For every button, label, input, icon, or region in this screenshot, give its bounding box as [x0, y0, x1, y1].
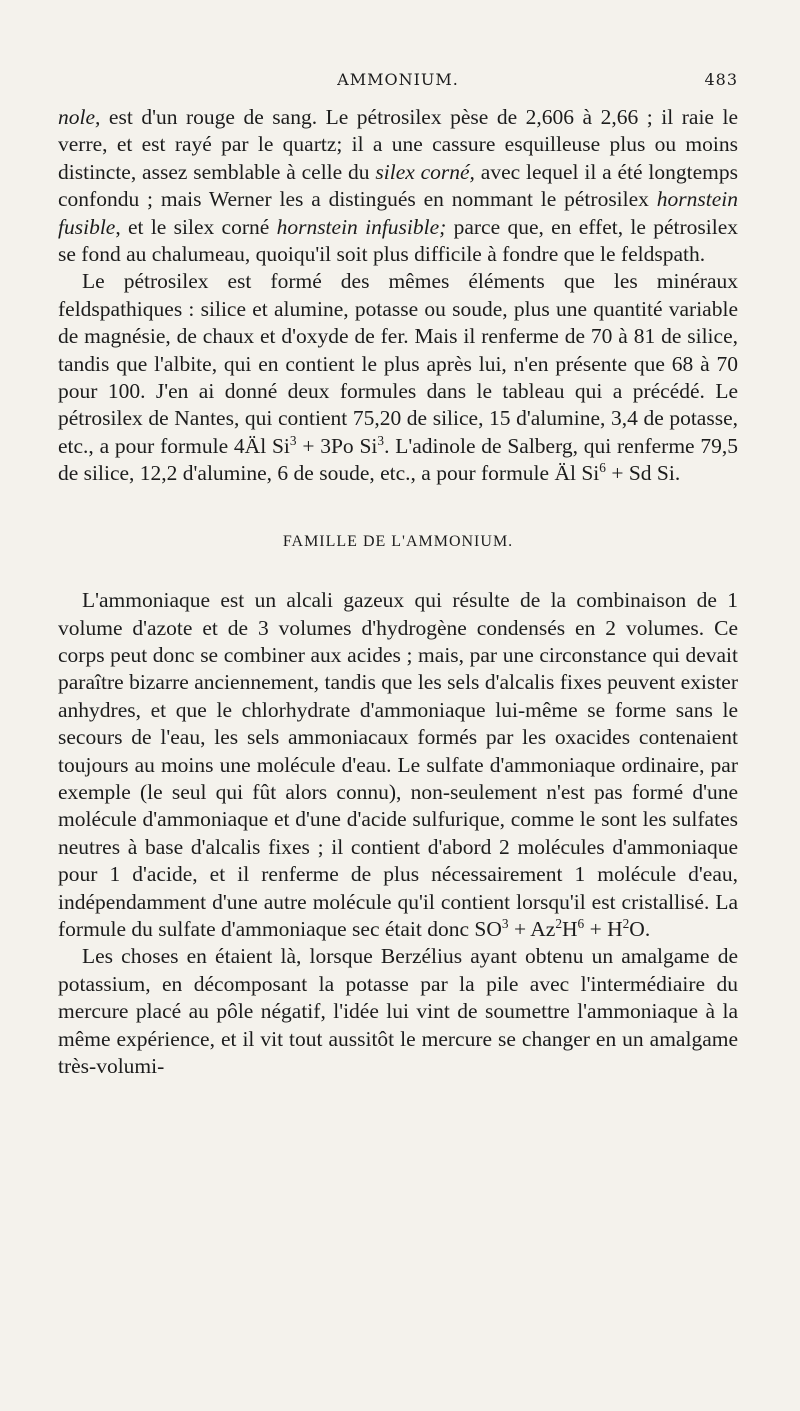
- formula-part: O.: [629, 916, 651, 941]
- text-run: . L'adinole de Salberg, qui renferme 79,5 de silice, 12,2 d'alumine, 6 de soude, etc., a pour formule: [58, 433, 738, 486]
- formula-2: [554, 461, 674, 485]
- text-run: , et le silex corné: [115, 214, 277, 239]
- formula-part: 4Äl Si: [233, 433, 290, 458]
- formula-exponent: 3: [377, 432, 385, 448]
- formula-exponent: 2: [622, 915, 630, 931]
- formula-part: Äl Si: [554, 461, 600, 486]
- text-italic: hornstein infusible;: [276, 214, 447, 239]
- formula-exponent: 3: [501, 915, 509, 931]
- formula-exponent: 6: [599, 460, 606, 476]
- formula-exponent: 6: [577, 915, 585, 931]
- formula-exponent: 2: [555, 915, 563, 931]
- running-head-title: AMMONIUM.: [337, 70, 459, 89]
- text-italic: nole,: [58, 105, 101, 129]
- running-head: [58, 70, 738, 98]
- paragraph-4: [58, 943, 738, 1080]
- text-italic: silex corné,: [375, 159, 475, 184]
- formula-part: + Sd Si: [605, 461, 675, 486]
- text-italic: hornstein fusible: [58, 187, 738, 239]
- text-run: avec lequel il a été longtemps confondu ; mais Werner les a distingués en nommant le pétrosilex: [58, 159, 738, 212]
- paragraph-3: [58, 587, 738, 943]
- formula-part: + 3Po Si: [296, 433, 378, 458]
- text-run: Le pétrosilex est formé des mêmes éléments que les minéraux feldspathiques : silice et alumine, potasse ou soude, plus une quantité variable de magnésie, de chaux et d'oxyde de fer. Mais il renferme de 70 à 81 de silice, tandis que l'albite, qui en contient le plus après lui, n'en présente que 68 à 70 pour 100. J'en ai donné deux formules dans le tableau qui a précédé. Le pétrosilex de Nantes, qui contient 75,20 de silice, 15 d'alumine, 3,4 de potasse, etc., a pour formule: [58, 269, 738, 458]
- formula-part: H: [562, 916, 578, 941]
- formula-exponent: 3: [289, 432, 297, 448]
- text-run: parce que, en effet, le pétrosilex se fond au chalumeau, quoiqu'il soit plus difficile à fondre que le feldspath.: [58, 214, 738, 267]
- text-run: est d'un rouge de sang. Le pétrosilex pèse de 2,606 à 2,66 ; il raie le verre, et est rayé par le quartz; il a une cassure esquilleuse plus ou moins distincte, assez semblable à celle du: [58, 105, 738, 184]
- formula-part: + Az: [508, 916, 556, 941]
- section-title: FAMILLE DE L'AMMONIUM.: [282, 532, 514, 550]
- text-run: L'ammoniaque est un alcali gazeux qui résulte de la combinaison de 1 volume d'azote et de 3 volumes d'hydrogène condensés en 2 volumes. Ce corps peut donc se combiner aux acides ; mais, par une circonstance qui devait paraître bizarre anciennement, tandis que les sels d'alcalis fixes peuvent exister anhydres, et que le chlorhydrate d'ammoniaque lui-même se forme sans le secours de l'eau, les sels ammoniacaux formés par les oxacides contenaient toujours au moins une molécule d'eau. Le sulfate d'ammoniaque ordinaire, par exemple (le seul qui fût alors connu), non-seulement n'est pas formé d'une molécule d'ammoniaque et d'une d'acide sulfurique, comme le sont les sulfates neutres à base d'alcalis fixes ; il contient d'abord 2 molécules d'ammoniaque pour 1 d'acide, et il renferme de plus nécessairement 1 molécule d'eau, indépendamment d'une autre molécule qu'il contient lorsqu'il est cristallisé. La formule du sulfate d'ammoniaque sec était donc: [58, 588, 738, 941]
- formula-part: SO: [474, 916, 502, 941]
- text-run: .: [674, 461, 681, 486]
- formula-1: [234, 434, 384, 458]
- formula-part: + H: [584, 916, 623, 941]
- body-text: [58, 104, 738, 1080]
- formula-sulfate: [474, 917, 650, 941]
- text-run: Les choses en étaient là, lorsque Berzélius ayant obtenu un amalgame de potassium, en décomposant la potasse par la pile avec l'intermédiaire du mercure placé au pôle négatif, l'idée lui vint de soumettre l'ammoniaque à la même expérience, et il vit tout aussitôt le mercure se changer en un amalgame très-volumi-: [58, 944, 738, 1078]
- paragraph-2: [58, 268, 738, 487]
- page-number: 483: [704, 70, 738, 89]
- paragraph-1: [58, 104, 738, 268]
